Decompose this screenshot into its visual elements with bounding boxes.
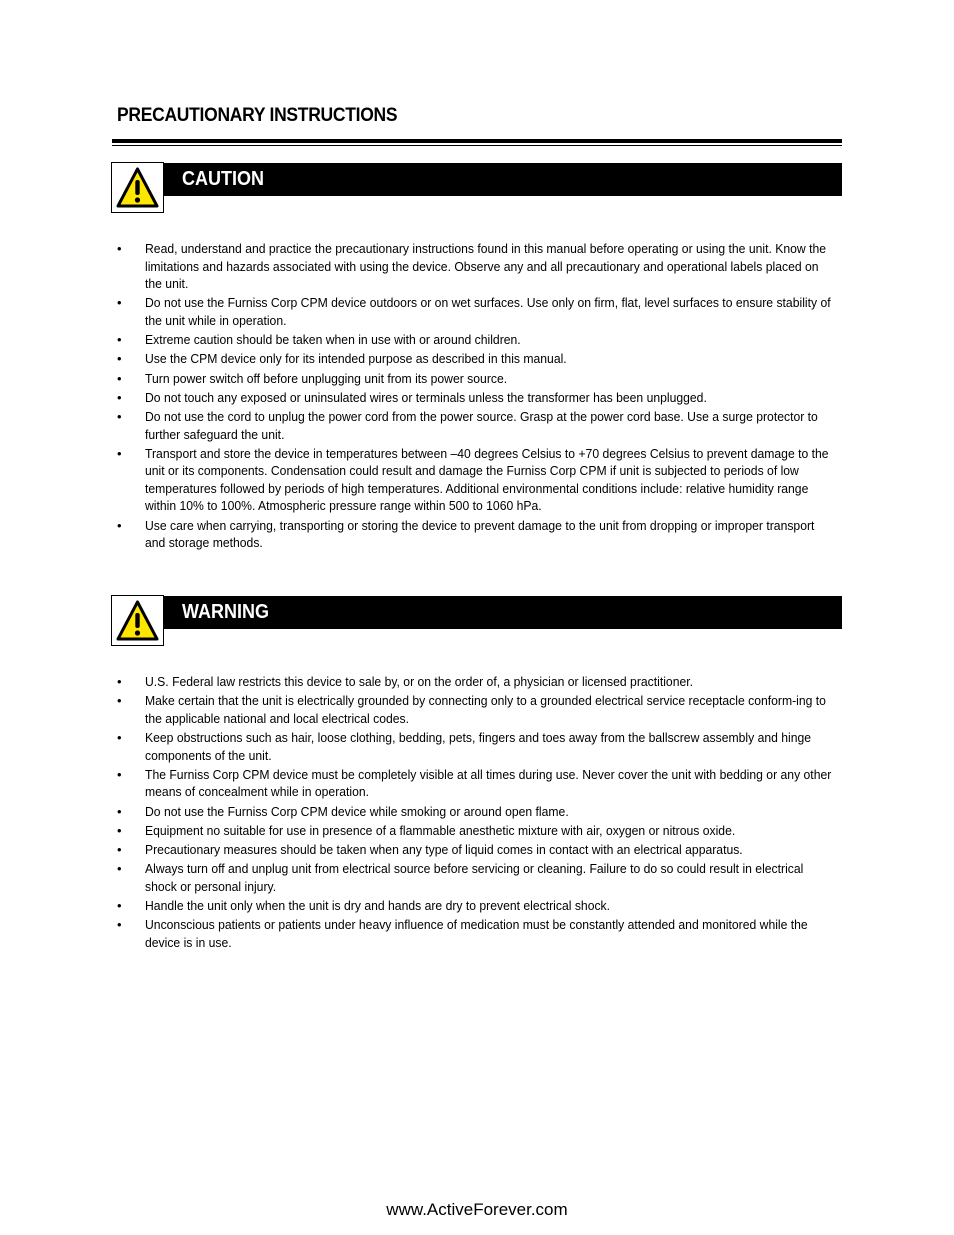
warning-list-item (116, 897, 846, 915)
caution-list-item (116, 370, 846, 388)
warning-list-item (116, 916, 846, 951)
warning-item-text: Always turn off and unplug unit from electrical source before servicing or cleaning. Failure to do so could result in electrical shock or personal injury. (145, 861, 804, 894)
bullet-icon: • (117, 917, 122, 933)
bullet-icon: • (117, 674, 122, 689)
bullet-icon: • (117, 766, 122, 782)
bullet-icon: • (117, 803, 122, 819)
bullet-icon: • (117, 241, 122, 256)
caution-list-item (116, 240, 846, 293)
bullet-icon: • (117, 861, 122, 877)
warning-item-text: Handle the unit only when the unit is dry and hands are dry to prevent electrical shock. (145, 897, 611, 913)
caution-item-text: Extreme caution should be taken when in use with or around children. (145, 332, 521, 348)
warning-triangle-icon (116, 167, 159, 208)
caution-item-text: Use care when carrying, transporting or storing the device to prevent damage to the unit from dropping or improper transport and storage methods. (145, 517, 815, 551)
bullet-icon: • (117, 408, 122, 424)
caution-item-text: Do not touch any exposed or uninsulated wires or terminals unless the transformer has been unplugged. (145, 389, 707, 405)
warning-list-item (116, 860, 846, 895)
warning-item-text: Do not use the Furniss Corp CPM device while smoking or around open flame. (145, 803, 569, 819)
warning-list-item (116, 766, 846, 801)
caution-icon-frame (111, 162, 164, 213)
bullet-icon: • (117, 822, 122, 838)
bullet-icon: • (117, 351, 122, 367)
caution-list-item (116, 517, 846, 552)
caution-list-item (116, 331, 846, 349)
warning-label: WARNING (182, 601, 270, 623)
warning-list (116, 673, 846, 953)
warning-list-item (116, 692, 846, 727)
caution-list-item (116, 408, 846, 443)
caution-header (111, 162, 842, 213)
footer-url[interactable]: www.ActiveForever.com (386, 1200, 568, 1219)
warning-header (111, 595, 842, 646)
caution-item-text: Read, understand and practice the precautionary instructions found in this manual before operating or using the unit. Know the limitations and hazards associated with using the device. Observe any and all precautionary and operational labels placed on the unit. (145, 241, 827, 292)
warning-item-text: U.S. Federal law restricts this device to sale by, or on the order of, a physician or licensed practitioner. (145, 674, 694, 689)
warning-list-item (116, 822, 846, 840)
bullet-icon: • (117, 841, 122, 857)
caution-list-item (116, 350, 846, 368)
warning-list-item (116, 673, 846, 691)
bullet-icon: • (117, 693, 122, 709)
caution-bar (164, 163, 842, 196)
warning-triangle-icon (116, 600, 159, 641)
warning-list-item (116, 841, 846, 859)
bullet-icon: • (117, 897, 122, 913)
bullet-icon: • (117, 729, 122, 745)
warning-item-text: Unconscious patients or patients under heavy influence of medication must be constantly attended and monitored while the device is in use. (145, 917, 808, 950)
bullet-icon: • (117, 370, 122, 386)
caution-list-item (116, 445, 846, 515)
caution-item-text: Transport and store the device in temperatures between –40 degrees Celsius to +70 degrees Celsius to prevent damage to the unit or its components. Condensation could result and damage the Furniss Corp CPM if unit is subjected to periods of low temperatures followed by periods of high temperatures. Additional environmental conditions include: relative humidity range within 10% to 100%. Atmospheric pressure range within 500 to 1060 hPa. (145, 445, 829, 514)
title-rule-thick (112, 139, 842, 143)
caution-label: CAUTION (182, 168, 264, 190)
caution-list-item (116, 389, 846, 407)
title-rule-thin (112, 145, 842, 146)
bullet-icon: • (117, 445, 122, 461)
bullet-icon: • (117, 295, 122, 311)
warning-item-text: Make certain that the unit is electrically grounded by connecting only to a grounded electrical service receptacle conform-ing to the applicable national and local electrical codes. (145, 693, 826, 726)
caution-list (116, 240, 846, 553)
bullet-icon: • (117, 332, 122, 348)
caution-item-text: Do not use the cord to unplug the power cord from the power source. Grasp at the power cord base. Use a surge protector to further safeguard the unit. (145, 408, 818, 442)
bullet-icon: • (117, 389, 122, 405)
warning-list-item (116, 729, 846, 764)
page-title: PRECAUTIONARY INSTRUCTIONS (117, 105, 398, 126)
bullet-icon: • (117, 517, 122, 533)
caution-item-text: Use the CPM device only for its intended purpose as described in this manual. (145, 351, 567, 367)
warning-item-text: The Furniss Corp CPM device must be completely visible at all times during use. Never cover the unit with bedding or any other means of concealment while in operation. (145, 766, 832, 800)
warning-icon-frame (111, 595, 164, 646)
warning-item-text: Precautionary measures should be taken when any type of liquid comes in contact with an electrical apparatus. (145, 841, 743, 857)
caution-list-item (116, 294, 846, 329)
warning-bar (164, 596, 842, 629)
caution-item-text: Turn power switch off before unplugging unit from its power source. (145, 370, 508, 386)
warning-list-item (116, 803, 846, 821)
warning-item-text: Equipment no suitable for use in presence of a flammable anesthetic mixture with air, oxygen or nitrous oxide. (145, 822, 736, 838)
warning-item-text: Keep obstructions such as hair, loose clothing, bedding, pets, fingers and toes away from the ballscrew assembly and hinge components of the unit. (145, 729, 812, 763)
caution-item-text: Do not use the Furniss Corp CPM device outdoors or on wet surfaces. Use only on firm, flat, level surfaces to ensure stability of the unit while in operation. (145, 295, 831, 328)
